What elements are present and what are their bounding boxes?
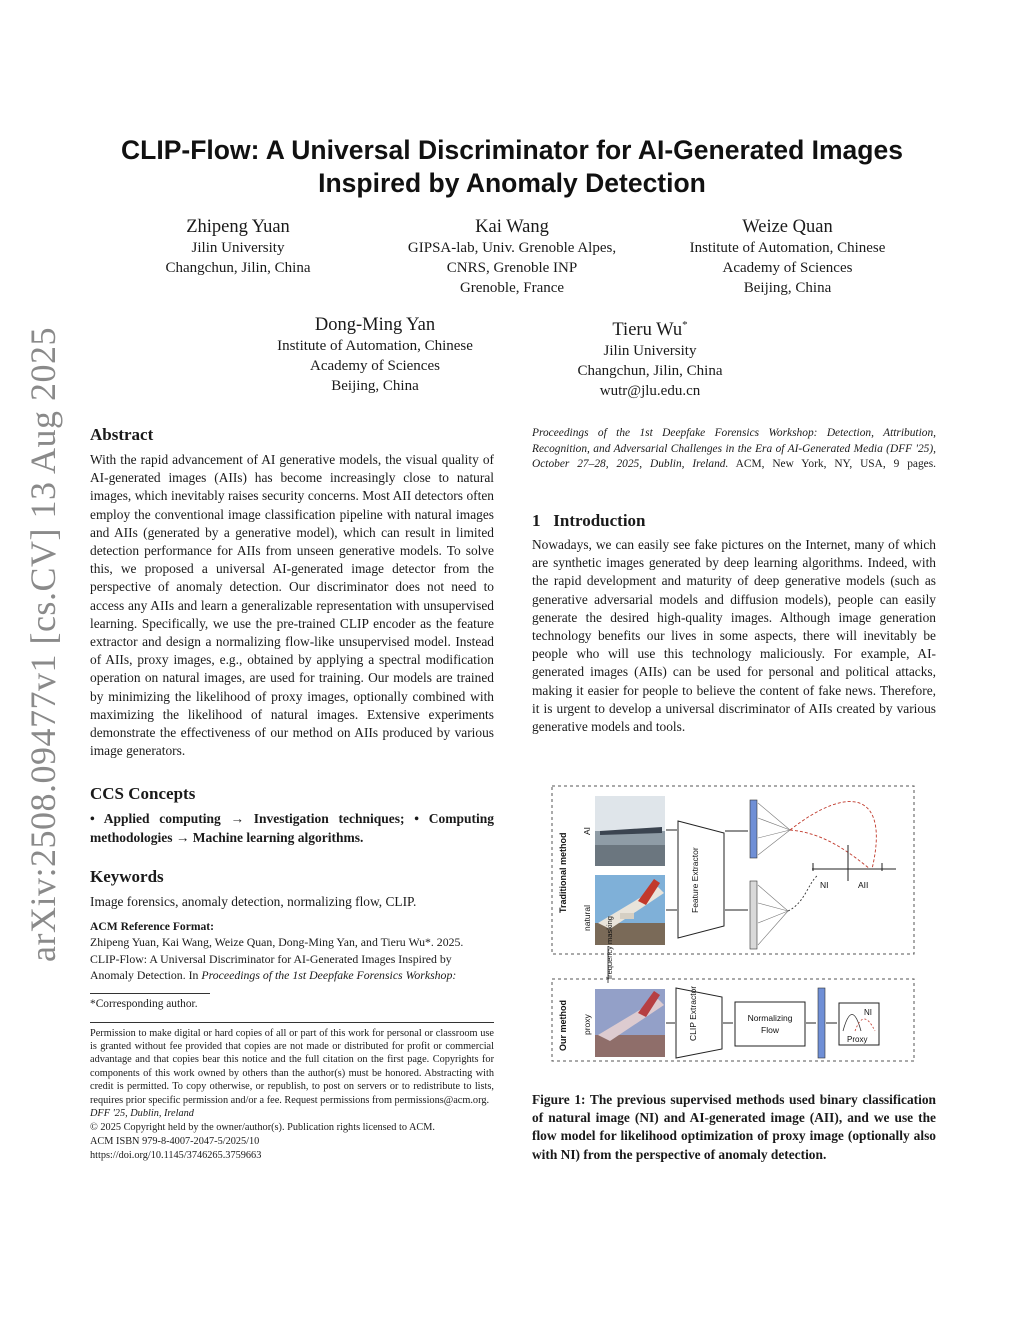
author-affiliation: Academy of Sciences bbox=[722, 260, 853, 276]
author-block bbox=[660, 216, 915, 298]
author-affiliation: Jilin University bbox=[603, 343, 697, 360]
svg-text:CLIP Extractor: CLIP Extractor bbox=[688, 985, 698, 1041]
proxy-airplane-image bbox=[595, 989, 665, 1057]
title-line-2: Inspired by Anomaly Detection bbox=[318, 168, 706, 198]
keywords-text: Image forensics, anomaly detection, normalizing flow, CLIP. bbox=[90, 893, 417, 909]
permission-notice: Permission to make digital or hard copies of all or part of this work for personal or classroom use is granted without fee provided that copies are not made or distributed for profit or commercial advantage and that copies bear this notice and the full citation on the first page. Copyrights for components of this work owned by others than the author(s) must be honored. Abstracting with credit is permitted. To copy otherwise, or republish, to post on servers or to redistribute to lists, requires prior specific permission and/or a fee. Request permissions from permissions@acm.org. bbox=[90, 1027, 494, 1106]
ccs-text: • Applied computing → Investigation techniques; • Computing methodologies → Machine learning algorithms. bbox=[90, 811, 494, 845]
intro-number: 1 bbox=[532, 511, 541, 530]
svg-text:Normalizing: Normalizing bbox=[747, 1013, 793, 1023]
author-affiliation: CNRS, Grenoble INP bbox=[446, 260, 578, 276]
traditional-label: Traditional method bbox=[558, 832, 568, 913]
ccs-heading: CCS Concepts bbox=[90, 784, 196, 804]
author-name: Zhipeng Yuan bbox=[186, 217, 290, 237]
author-name: Kai Wang bbox=[475, 217, 549, 237]
arxiv-stamp: arXiv:2508.09477v1 [cs.CV] 13 Aug 2025 bbox=[23, 327, 63, 962]
acm-ref-venue: Proceedings of the 1st Deepfake Forensics Workshop: bbox=[201, 968, 457, 983]
author-name: Tieru Wu* bbox=[612, 319, 688, 341]
aii-label: AII bbox=[858, 880, 869, 890]
proxy-image-label: proxy bbox=[582, 1014, 592, 1035]
left-column bbox=[90, 424, 494, 1163]
intro-heading bbox=[532, 510, 936, 532]
feature-extractor-block bbox=[678, 821, 724, 938]
acm-ref-continued: Proceedings of the 1st Deepfake Forensics Workshop: Detection, Attribution, Recognition, and Adversarial Challenges in the Era of AI-Generated Media (DFF '25), October 27–28, 2025, Dublin, Ireland. ACM, New York, NY, USA, 9 pages. bbox=[532, 427, 936, 470]
paper-title bbox=[60, 134, 964, 200]
footnote-rule bbox=[90, 993, 210, 994]
acm-ref-label: ACM Reference Format: bbox=[90, 920, 215, 934]
doi-link[interactable]: https://doi.org/10.1145/3746265.3759663 bbox=[90, 1150, 262, 1162]
result-ni-label: NI bbox=[864, 1008, 872, 1017]
figure-caption: Figure 1: The previous supervised methods used binary classification of natural image (NI) and AI-generated image (AII), and we use the flow model for likelihood optimization of proxy image (optionally also with NI) from the perspective of anomaly detection. bbox=[532, 1092, 936, 1162]
abstract-heading: Abstract bbox=[90, 425, 154, 444]
copyright-line: © 2025 Copyright held by the owner/author(s). Publication rights licensed to ACM. bbox=[90, 1122, 436, 1134]
flow-output-bar bbox=[818, 988, 825, 1058]
conference-line: DFF '25, Dublin, Ireland bbox=[90, 1108, 194, 1120]
isbn-line: ACM ISBN 979-8-4007-2047-5/2025/10 bbox=[90, 1136, 260, 1148]
author-block bbox=[382, 216, 642, 298]
corresponding-mark: * bbox=[682, 319, 688, 331]
our-method-label: Our method bbox=[558, 1000, 568, 1051]
author-name: Dong-Ming Yan bbox=[314, 315, 436, 335]
ai-image-label: AI bbox=[582, 826, 592, 835]
ai-feature-bar bbox=[750, 800, 757, 858]
ai-airplane-image bbox=[595, 796, 665, 866]
footnote: *Corresponding author. bbox=[90, 998, 198, 1011]
abstract-text: With the rapid advancement of AI generative models, the visual quality of AI-generated images (AIIs) has become increasingly close to natural images, which inevitably raises security concerns. Most AII detectors often employ the conventional image classification pipeline with natural images and AIIs (generated by a generative model), which can result in limited detection performance for AIIs from unseen generative models. To solve this, we proposed a universal AI-generated image detector from the perspective of anomaly detection. Our discriminator does not need to access any AIIs and learn a generalizable representation with unsupervised learning. Specifically, we use the pre-trained CLIP encoder as the feature extractor and design a normalizing flow-like unsupervised model. Instead of AIIs, proxy images, e.g., obtained by applying a spectral modification operation on natural images, are used for training. Our models are trained by minimizing the likelihood of proxy images, optionally combined with maximizing the likelihood of natural images. Extensive experiments demonstrate the effectiveness of our method on AIIs produced by various image generators. bbox=[90, 452, 494, 759]
keywords-heading: Keywords bbox=[90, 866, 164, 886]
title-line-1: CLIP-Flow: A Universal Discriminator for AI-Generated Images bbox=[121, 135, 903, 165]
right-column bbox=[532, 426, 936, 736]
author-affiliation: Institute of Automation, Chinese bbox=[689, 240, 886, 256]
acm-ref-text: Zhipeng Yuan, Kai Wang, Weize Quan, Dong-Ming Yan, and Tieru Wu*. 2025. CLIP-Flow: A Universal Discriminator for AI-Generated Images Inspired by Anomaly Detection. In Proceedings of the 1st Deepfake Forensics Workshop: bbox=[90, 934, 494, 984]
intro-title: Introduction bbox=[553, 511, 646, 530]
svg-text:Feature Extractor: Feature Extractor bbox=[690, 847, 700, 913]
ni-label: NI bbox=[820, 880, 829, 890]
author-block bbox=[245, 314, 505, 396]
result-proxy-label: Proxy bbox=[847, 1035, 868, 1044]
author-block bbox=[540, 314, 760, 401]
intro-text: Nowadays, we can easily see fake pictures on the Internet, many of which are synthetic images generated by deep learning algorithms. Indeed, with the rapid development and maturity of deep generative models (such as generative adversarial models and diffusion models), people can easily generate the desired high-quality images. Although image generation technology benefits our lives in some aspects, there will inevitably be people who will use this technology maliciously. For example, AI-generated images (AIIs) can be used for personal and political attacks, making it easier for people to believe the content of fake news. Therefore, it is urgent to develop a universal discriminator of AIIs created by various generative models and tools. bbox=[532, 537, 936, 735]
author-block bbox=[128, 216, 348, 278]
likelihood-result-box bbox=[839, 1003, 879, 1045]
author-affiliation: Academy of Sciences bbox=[310, 358, 440, 374]
natural-image-label: natural bbox=[582, 905, 592, 931]
author-affiliation: Jilin University bbox=[191, 240, 285, 256]
author-email: wutr@jlu.edu.cn bbox=[599, 383, 701, 400]
author-affiliation: GIPSA-lab, Univ. Grenoble Alpes, bbox=[407, 240, 617, 256]
frequency-masking-label: frequency masking bbox=[605, 916, 614, 979]
author-affiliation: Beijing, China bbox=[331, 378, 419, 394]
svg-text:Flow: Flow bbox=[761, 1025, 779, 1035]
author-affiliation: Institute of Automation, Chinese bbox=[277, 338, 473, 354]
permission-rule bbox=[90, 1022, 494, 1023]
clip-extractor-block bbox=[676, 986, 722, 1058]
author-name: Weize Quan bbox=[742, 217, 833, 237]
natural-feature-bar bbox=[750, 881, 757, 949]
author-affiliation: Beijing, China bbox=[743, 280, 832, 296]
author-affiliation: Changchun, Jilin, China bbox=[165, 260, 311, 276]
author-affiliation: Changchun, Jilin, China bbox=[577, 363, 723, 380]
figure-1 bbox=[550, 783, 916, 1073]
author-affiliation: Grenoble, France bbox=[459, 280, 565, 296]
normalizing-flow-block bbox=[735, 1002, 805, 1046]
